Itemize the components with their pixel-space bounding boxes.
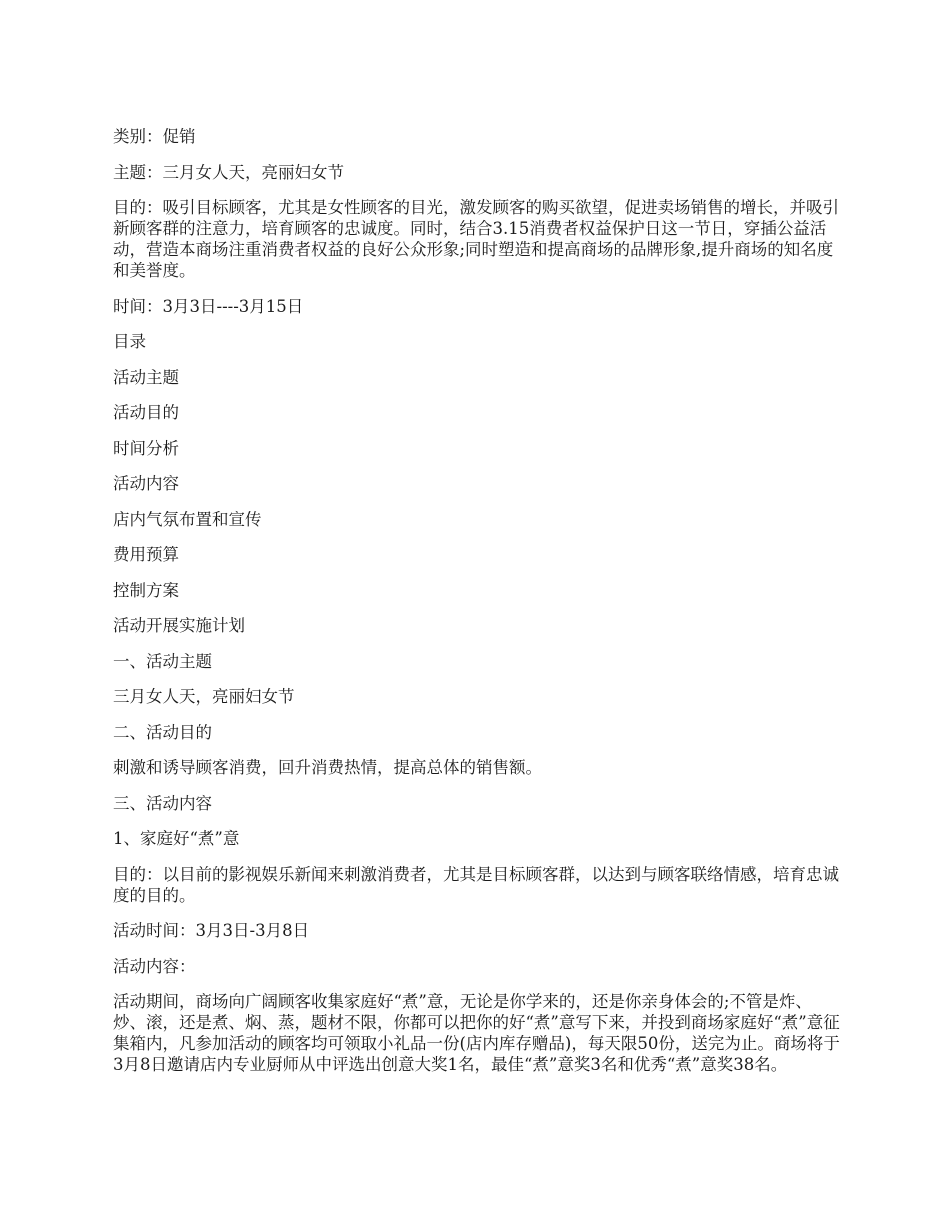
document-body (113, 126, 843, 1090)
subsection-content-label: 活动内容： (113, 956, 196, 976)
toc-item: 活动开展实施计划 (113, 616, 245, 635)
toc-item: 活动主题 (113, 367, 179, 387)
toc-item: 活动内容 (113, 474, 179, 493)
toc-item: 店内气氛布置和宣传 (113, 509, 262, 529)
section-heading: 二、活动目的 (113, 722, 212, 742)
subsection-content-paragraph: 活动期间，商场向广阔顾客收集家庭好“煮”意，无论是你学来的，还是你亲身体会的;不管是炸、炒、滚，还是煮、焖、蒸，题材不限，你都可以把你的好“煮”意写下来，并投到商场家庭好“煮”意征集箱内，凡参加活动的顾客均可领取小礼品一份(店内库存赠品)，每天限50份，送完为止。商场将于3月8日邀请店内专业厨师从中评选出创意大奖1名，最佳“煮”意奖3名和优秀“煮”意奖38名。 (113, 992, 840, 1074)
section-text: 三月女人天，亮丽妇女节 (113, 687, 295, 706)
subsection-purpose: 目的：以目前的影视娱乐新闻来刺激消费者，尤其是目标顾客群，以达到与顾客联络情感，培育忠诚度的目的。 (113, 864, 839, 905)
toc-item: 控制方案 (113, 580, 179, 600)
toc-item: 费用预算 (113, 545, 179, 564)
section-heading: 一、活动主题 (113, 651, 212, 671)
theme-line: 主题：三月女人天，亮丽妇女节 (113, 162, 344, 182)
category-line: 类别：促销 (113, 127, 196, 146)
subsection-time: 活动时间：3月3日-3月8日 (113, 921, 310, 940)
toc-item: 活动目的 (113, 403, 179, 422)
purpose-paragraph: 目的：吸引目标顾客，尤其是女性顾客的目光，激发顾客的购买欲望，促进卖场销售的增长，并吸引新顾客群的注意力，培育顾客的忠诚度。同时，结合3.15消费者权益保护日这一节日，穿插公益活动，营造本商场注重消费者权益的良好公众形象;同时塑造和提高商场的品牌形象,提升商场的知名度和美誉度。 (113, 198, 839, 280)
subsection-heading: 1、家庭好“煮”意 (113, 829, 240, 848)
time-line: 时间：3月3日----3月15日 (113, 296, 304, 316)
toc-item: 时间分析 (113, 438, 179, 458)
section-heading: 三、活动内容 (113, 793, 212, 813)
section-text: 刺激和诱导顾客消费，回升消费热情，提高总体的销售额。 (113, 758, 542, 777)
toc-heading: 目录 (113, 332, 146, 351)
